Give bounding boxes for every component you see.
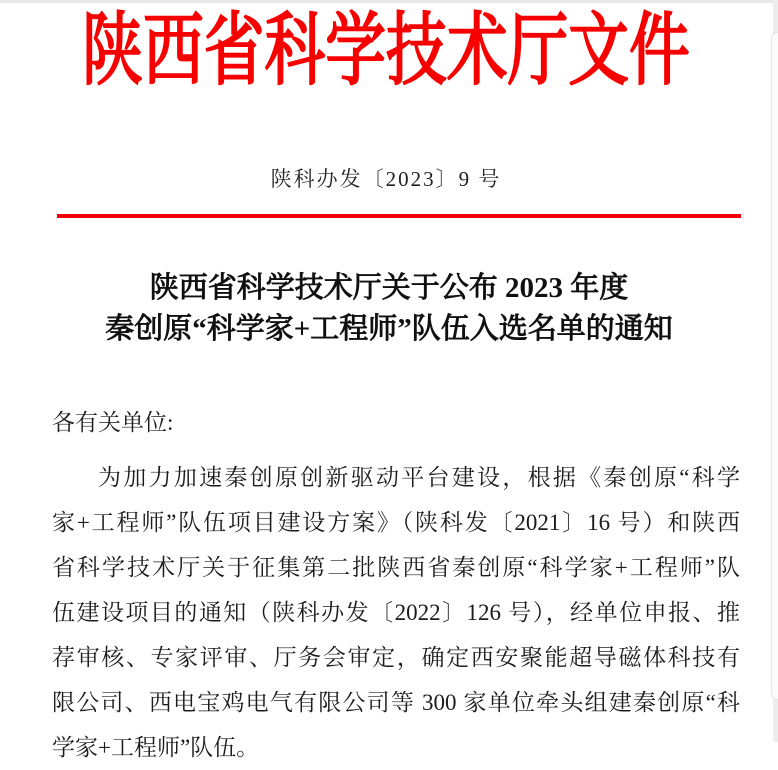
document-title-line-2: 秦创原“科学家+工程师”队伍入选名单的通知: [105, 313, 673, 345]
paragraph-line: 为加力加速秦创原创新驱动平台建设，根据《秦创原“科学: [98, 465, 740, 490]
document-title-line-1: 陕西省科学技术厅关于公布 2023 年度: [149, 272, 629, 304]
document-number: 陕科办发〔2023〕9 号: [270, 167, 502, 191]
window-top-edge: [0, 0, 778, 3]
paragraph: [52, 455, 740, 770]
paragraph-line: 限公司、西电宝鸡电气有限公司等 300 家单位牵头组建秦创原“科: [52, 690, 740, 715]
paragraph-line: 省科学技术厅关于征集第二批陕西省秦创原“科学家+工程师”队: [52, 555, 740, 580]
paragraph-line: 荐审核、专家评审、厅务会审定，确定西安聚能超导磁体科技有: [52, 645, 740, 670]
red-letterhead-title: 陕西省科学技术厅文件: [82, 8, 690, 96]
document-title: [0, 268, 778, 350]
document-body: [52, 407, 740, 770]
red-separator-rule: [57, 214, 741, 218]
paragraph-line: 家+工程师”队伍项目建设方案》（陕科发〔2021〕16 号）和陕西: [52, 510, 740, 535]
salutation: 各有关单位:: [52, 410, 174, 435]
paragraph-line: 伍建设项目的通知（陕科办发〔2022〕126 号），经单位申报、推: [52, 600, 740, 625]
scrollbar-thumb[interactable]: [771, 32, 778, 700]
paragraph-line: 学家+工程师”队伍。: [52, 735, 260, 760]
